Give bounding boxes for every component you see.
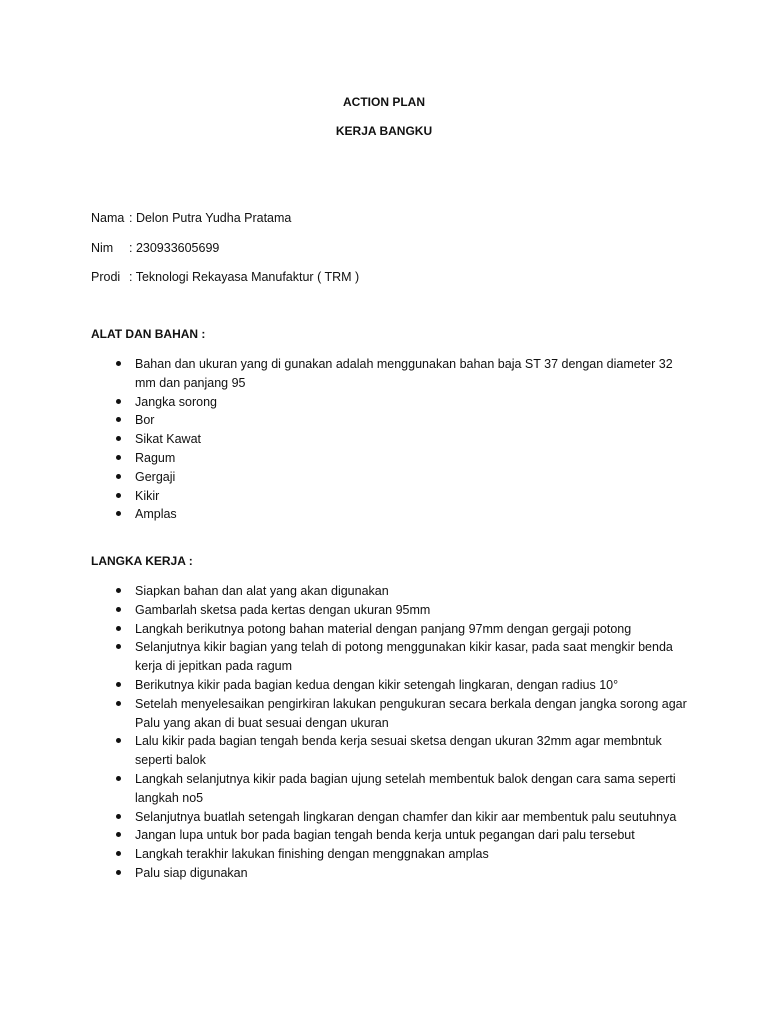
prodi-value: : Teknologi Rekayasa Manufaktur ( TRM )	[129, 270, 360, 284]
list-item: Bor	[91, 411, 691, 430]
name-value: : Delon Putra Yudha Pratama	[129, 211, 292, 225]
list-item: Lalu kikir pada bagian tengah benda kerja sesuai sketsa dengan ukuran 32mm agar membntuk seperti balok	[91, 732, 691, 770]
list-item: Langkah selanjutnya kikir pada bagian ujung setelah membentuk balok dengan cara sama seperti langkah no5	[91, 770, 691, 808]
list-item: Gergaji	[91, 468, 691, 487]
tools-list	[91, 355, 691, 524]
list-item: Siapkan bahan dan alat yang akan digunakan	[91, 582, 691, 601]
document-subtitle: KERJA BANGKU	[335, 124, 433, 138]
name-label: Nama	[91, 211, 125, 225]
prodi-row	[91, 269, 359, 285]
list-item: Gambarlah sketsa pada kertas dengan ukuran 95mm	[91, 601, 691, 620]
list-item: Selanjutnya kikir bagian yang telah di potong menggunakan kikir kasar, pada saat mengkir benda kerja di jepitkan pada ragum	[91, 638, 691, 676]
list-item: Amplas	[91, 505, 691, 524]
list-item: Langkah terakhir lakukan finishing dengan menggnakan amplas	[91, 845, 691, 864]
tools-heading: ALAT DAN BAHAN :	[91, 327, 206, 341]
list-item: Selanjutnya buatlah setengah lingkaran dengan chamfer dan kikir aar membentuk palu seutuhnya	[91, 808, 691, 827]
document-title: ACTION PLAN	[343, 95, 425, 109]
name-row	[91, 210, 291, 226]
nim-label: Nim	[91, 241, 114, 255]
nim-value: : 230933605699	[129, 241, 220, 255]
list-item: Bahan dan ukuran yang di gunakan adalah menggunakan bahan baja ST 37 dengan diameter 32 mm dan panjang 95	[91, 355, 691, 393]
list-item: Kikir	[91, 487, 691, 506]
steps-heading: LANGKA KERJA :	[91, 554, 193, 568]
list-item: Setelah menyelesaikan pengirkiran lakukan pengukuran secara berkala dengan jangka sorong agar Palu yang akan di buat sesuai dengan ukuran	[91, 695, 691, 733]
steps-list	[91, 582, 691, 883]
list-item: Palu siap digunakan	[91, 864, 691, 883]
list-item: Jangka sorong	[91, 393, 691, 412]
list-item: Jangan lupa untuk bor pada bagian tengah benda kerja untuk pegangan dari palu tersebut	[91, 826, 691, 845]
list-item: Ragum	[91, 449, 691, 468]
list-item: Langkah berikutnya potong bahan material dengan panjang 97mm dengan gergaji potong	[91, 620, 691, 639]
list-item: Sikat Kawat	[91, 430, 691, 449]
prodi-label: Prodi	[91, 270, 121, 284]
nim-row	[91, 240, 219, 256]
list-item: Berikutnya kikir pada bagian kedua dengan kikir setengah lingkaran, dengan radius 10°	[91, 676, 691, 695]
